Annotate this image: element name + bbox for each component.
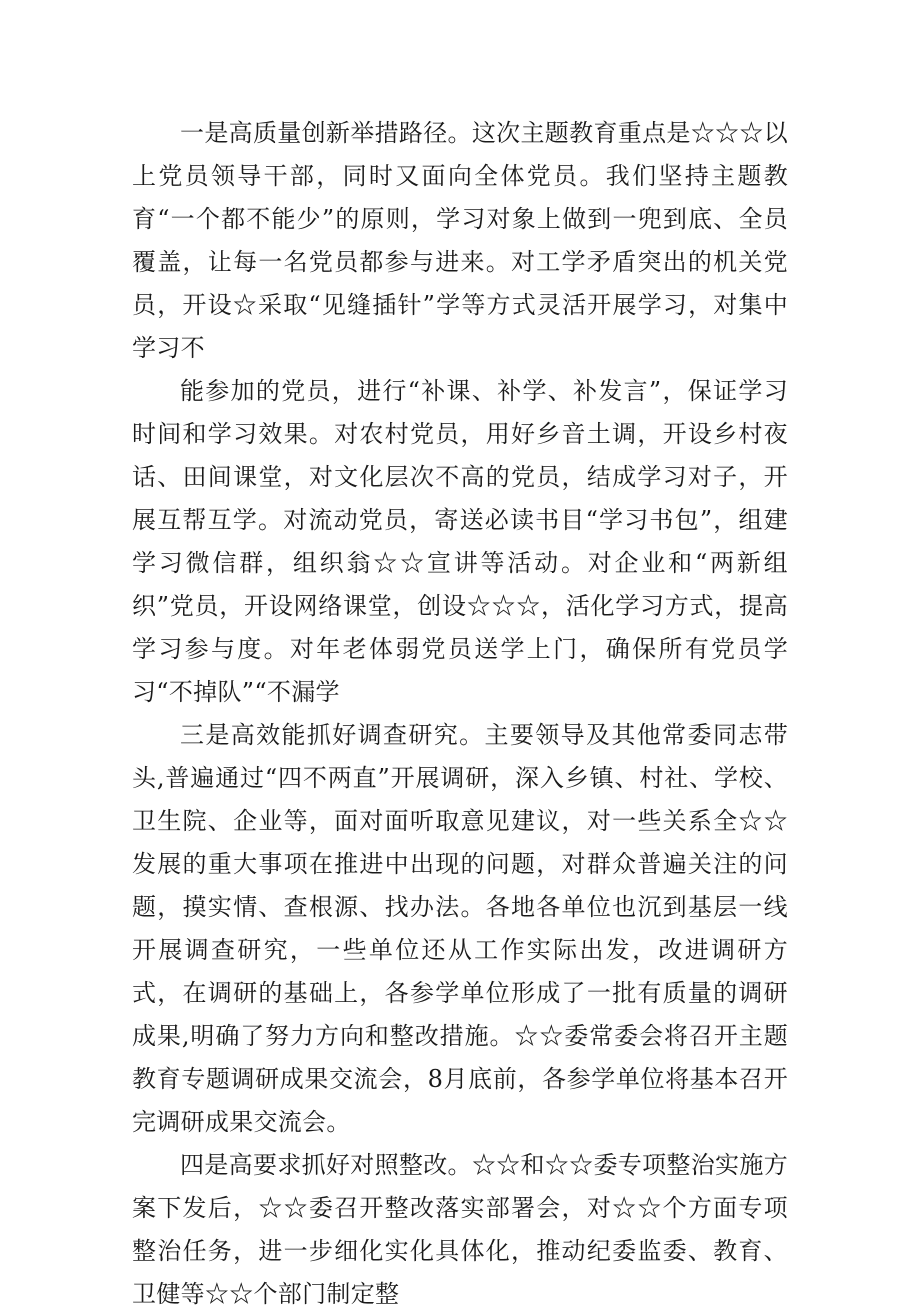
- paragraph-4: 四是高要求抓好对照整改。☆☆和☆☆委专项整治实施方案下发后，☆☆委召开整改落实部署会，对☆☆个方面专项整治任务，进一步细化实化具体化，推动纪委监委、教育、卫健等☆☆个部门制定整: [132, 1151, 788, 1308]
- paragraph-1: 一是高质量创新举措路径。这次主题教育重点是☆☆☆以上党员领导干部，同时又面向全体党员。我们坚持主题教育“一个都不能少”的原则，学习对象上做到一兜到底、全员覆盖，让每一名党员都参与进来。对工学矛盾突出的机关党员，开设☆采取“见缝插针”学等方式灵活开展学习，对集中学习不: [132, 119, 788, 362]
- document-body: [132, 112, 788, 1316]
- paragraph-2: 能参加的党员，进行“补课、补学、补发言”，保证学习时间和学习效果。对农村党员，用好乡音土调，开设乡村夜话、田间课堂，对文化层次不高的党员，结成学习对子，开展互帮互学。对流动党员，寄送必读书目“学习书包”，组建学习微信群，组织翁☆☆宣讲等活动。对企业和“两新组织”党员，开设网络课堂，创设☆☆☆，活化学习方式，提高学习参与度。对年老体弱党员送学上门，确保所有党员学习“不掉队”“不漏学: [132, 377, 788, 706]
- paragraph-3: 三是高效能抓好调查研究。主要领导及其他常委同志带头,普遍通过“四不两直”开展调研，深入乡镇、村社、学校、卫生院、企业等，面对面听取意见建议，对一些关系全☆☆发展的重大事项在推进中出现的问题，对群众普遍关注的问题，摸实情、查根源、找办法。各地各单位也沉到基层一线开展调查研究，一些单位还从工作实际出发，改进调研方式，在调研的基础上，各参学单位形成了一批有质量的调研成果,明确了努力方向和整改措施。☆☆委常委会将召开主题教育专题调研成果交流会，8月底前，各参学单位将基本召开完调研成果交流会。: [132, 721, 788, 1136]
